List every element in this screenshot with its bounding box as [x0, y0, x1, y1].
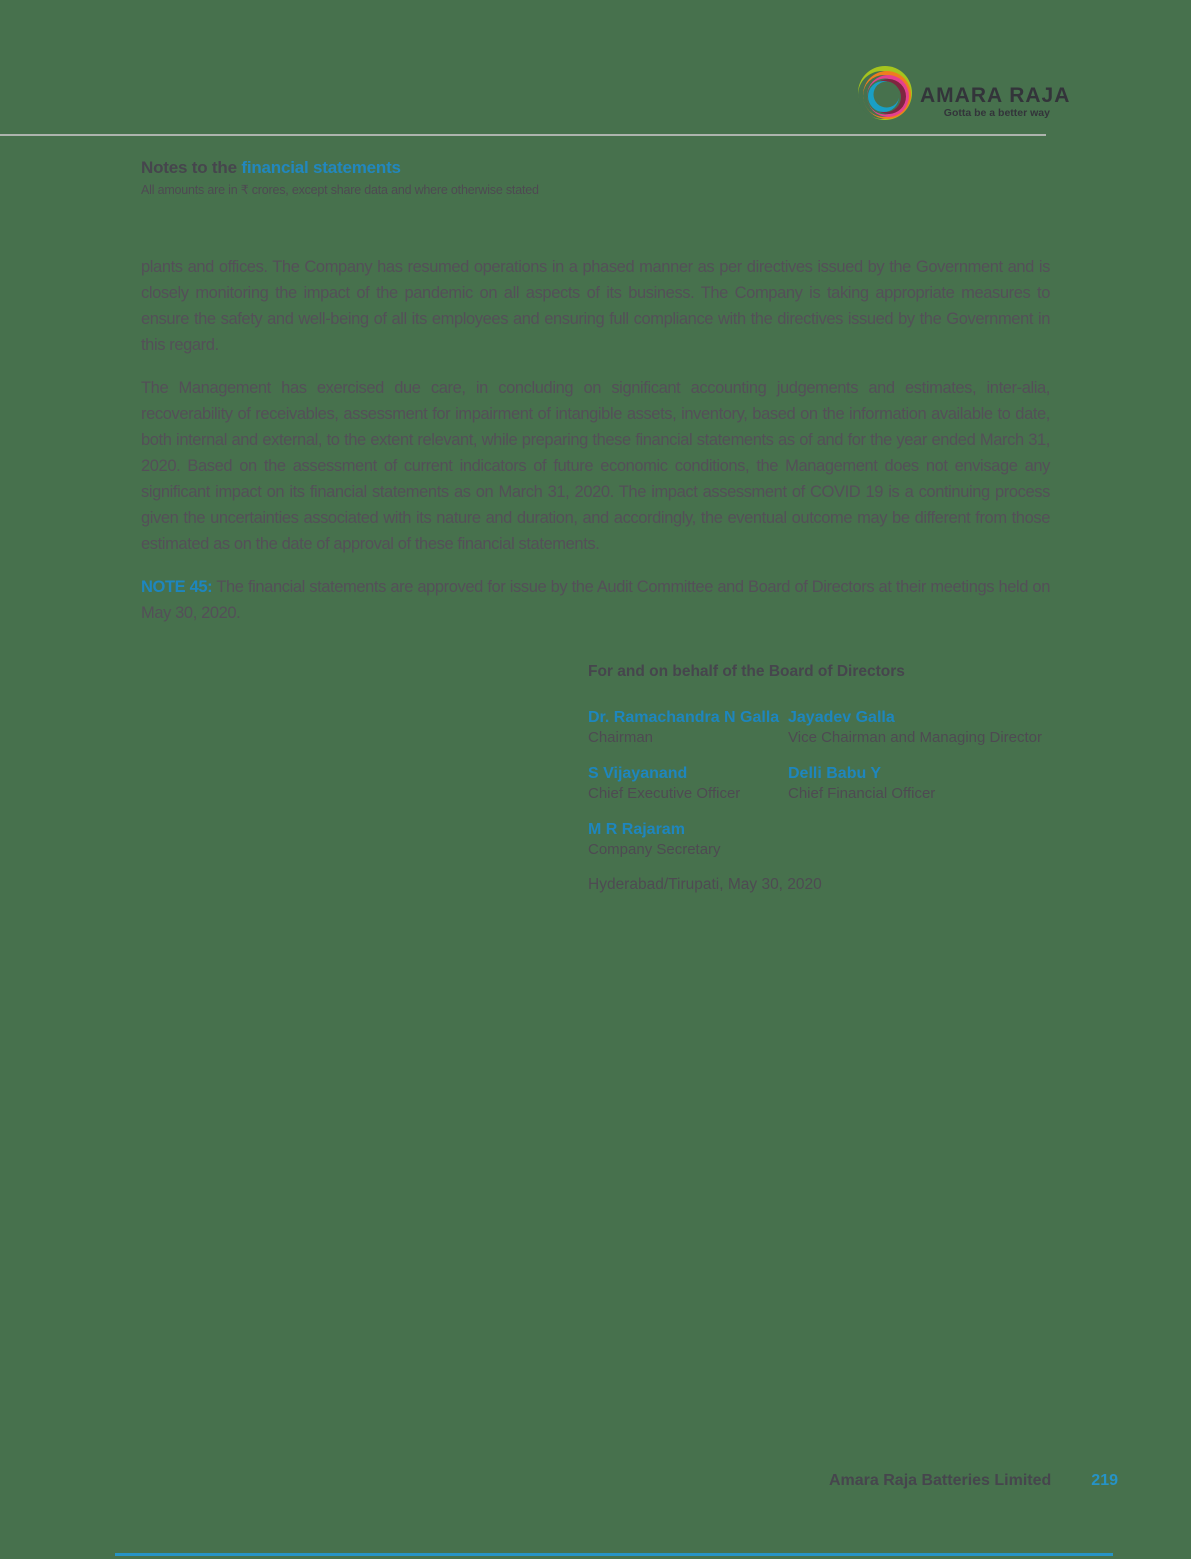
body-text: [141, 254, 1050, 643]
signatory-name: M R Rajaram: [588, 821, 685, 838]
signature-place-date: Hyderabad/Tirupati, May 30, 2020: [588, 876, 822, 893]
signature-row: [588, 764, 1050, 804]
signature-heading: For and on behalf of the Board of Directors: [588, 663, 905, 680]
signatory-role: Chief Executive Officer: [588, 785, 741, 802]
page-title: [141, 158, 1050, 178]
amara-raja-logo-icon: [858, 66, 914, 122]
page-subtitle: All amounts are in ₹ crores, except share data and where otherwise stated: [141, 183, 539, 197]
signatory-name: Jayadev Galla: [788, 709, 895, 726]
signatory-vice-chairman: [788, 708, 1050, 748]
note-45-label: NOTE 45:: [141, 578, 213, 596]
signature-block: [588, 663, 1050, 894]
amara-raja-logo: [858, 66, 1071, 124]
footer-page-number: 219: [1091, 1472, 1118, 1489]
signatory-role: Chief Financial Officer: [788, 785, 936, 802]
brand-name: AMARA RAJA: [920, 84, 1071, 107]
header-divider: [0, 134, 1046, 136]
signatory-role: Company Secretary: [588, 841, 721, 858]
paragraph-operations: plants and offices. The Company has resumed operations in a phased manner as per directives issued by the Government and is closely monitoring the impact of the pandemic on all aspects of its business. The Company is taking appropriate measures to ensure the safety and well-being of all its employees and ensuring full compliance with the directives issued by the Government in this regard.: [141, 258, 1050, 354]
paragraph-note-45: [141, 574, 1050, 626]
bottom-accent-rule: [115, 1553, 1113, 1556]
signature-row: [588, 820, 1050, 860]
page-title-highlight: financial statements: [241, 158, 401, 177]
signatory-chairman: [588, 708, 788, 748]
paragraph-management-assessment: The Management has exercised due care, in concluding on significant accounting judgements and estimates, inter-alia, recoverability of receivables, assessment for impairment of intangible assets, inventory, based on the information available to date, both internal and external, to the extent relevant, while preparing these financial statements as of and for the year ended March 31, 2020. Based on the assessment of current indicators of future economic conditions, the Management does not envisage any significant impact on its financial statements as on March 31, 2020. The impact assessment of COVID 19 is a continuing process given the uncertainties associated with its nature and duration, and accordingly, the eventual outcome may be different from those estimated as on the date of approval of these financial statements.: [141, 379, 1050, 553]
signatory-company-secretary: [588, 820, 788, 860]
signatory-name: Dr. Ramachandra N Galla: [588, 709, 780, 726]
signatory-name: Delli Babu Y: [788, 765, 882, 782]
note-45-text: The financial statements are approved for issue by the Audit Committee and Board of Directors at their meetings held on May 30, 2020.: [141, 578, 1050, 622]
signature-row: [588, 708, 1050, 748]
signatory-name: S Vijayanand: [588, 765, 688, 782]
page-title-prefix: Notes to the: [141, 158, 242, 177]
brand-tagline: Gotta be a better way: [943, 107, 1050, 119]
signatory-ceo: [588, 764, 788, 804]
footer-company-name: Amara Raja Batteries Limited: [828, 1472, 1052, 1489]
signatory-role: Vice Chairman and Managing Director: [788, 729, 1043, 746]
signatory-cfo: [788, 764, 1050, 804]
signatory-role: Chairman: [588, 729, 654, 746]
title-block: [141, 158, 1050, 197]
page-footer: [829, 1472, 1118, 1490]
